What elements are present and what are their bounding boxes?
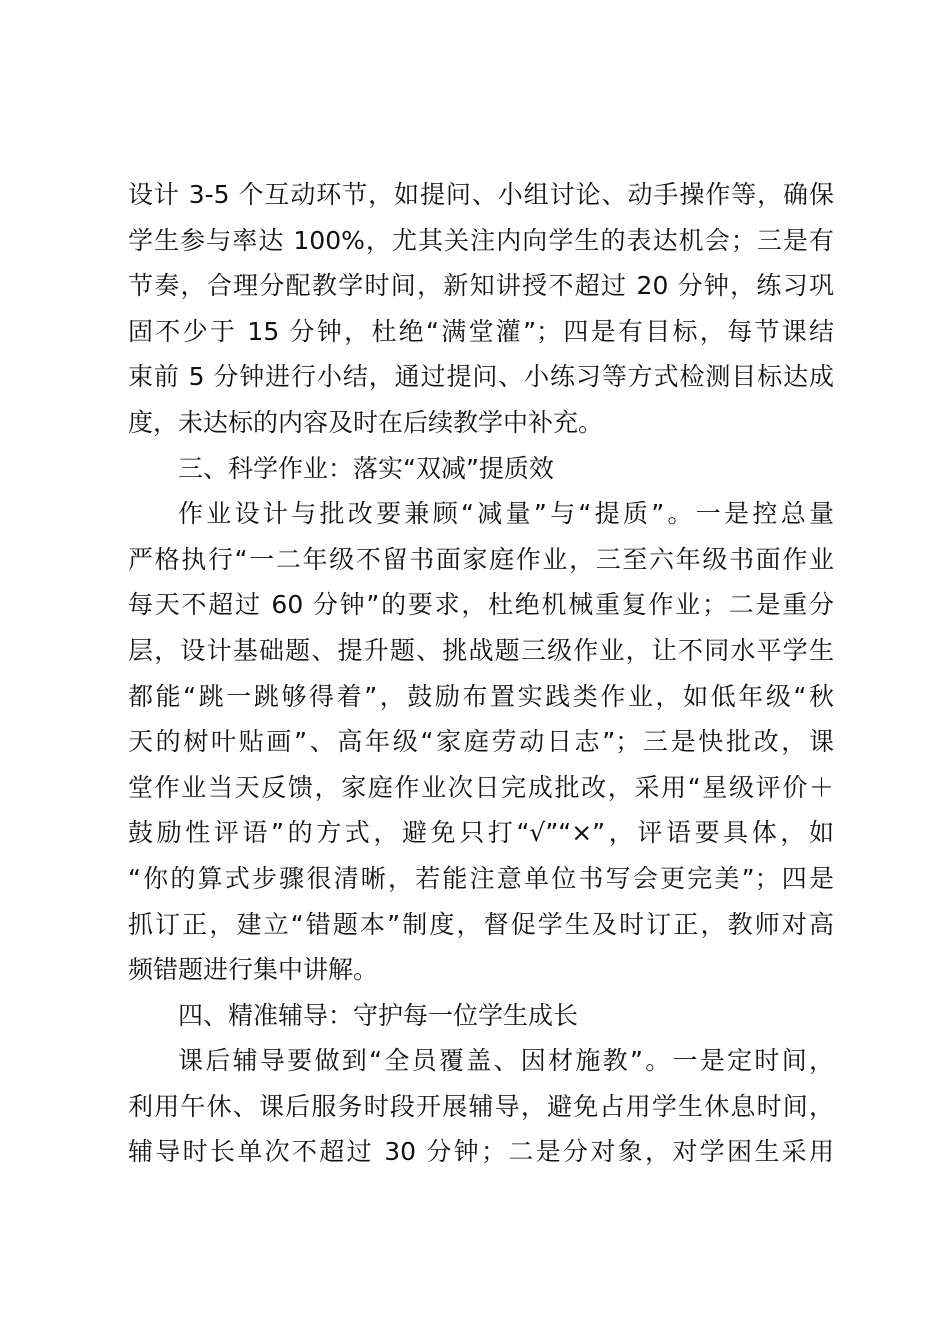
text-line: 频错题进行集中讲解。 — [128, 955, 379, 985]
text-line: 鼓励性评语”的方式，避免只打“√”“×”，评语要具体，如 — [128, 818, 834, 848]
text-line: 作业设计与批改要兼顾“减量”与“提质”。一是控总量 — [178, 499, 834, 529]
text-line: 严格执行“一二年级不留书面家庭作业，三至六年级书面作业 — [128, 544, 834, 574]
text-line: 度，未达标的内容及时在后续教学中补充。 — [128, 407, 604, 437]
text-line: 辅导时长单次不超过 30 分钟；二是分对象，对学困生采用 — [128, 1137, 834, 1167]
text-line: 都能“跳一跳够得着”，鼓励布置实践类作业，如低年级“秋 — [128, 681, 834, 711]
text-line: 堂作业当天反馈，家庭作业次日完成批改，采用“星级评价＋ — [128, 772, 834, 802]
text-line: 层，设计基础题、提升题、挑战题三级作业，让不同水平学生 — [128, 635, 834, 665]
text-line: 学生参与率达 100%，尤其关注内向学生的表达机会；三是有 — [128, 225, 834, 255]
text-line: 天的树叶贴画”、高年级“家庭劳动日志”；三是快批改，课 — [128, 727, 834, 757]
text-line: 利用午休、课后服务时段开展辅导，避免占用学生休息时间， — [128, 1091, 834, 1121]
text-line: 束前 5 分钟进行小结，通过提问、小练习等方式检测目标达成 — [128, 362, 834, 392]
text-line: 课后辅导要做到“全员覆盖、因材施教”。一是定时间， — [178, 1046, 834, 1076]
section-heading: 四、精准辅导：守护每一位学生成长 — [178, 1000, 579, 1030]
text-line: “你的算式步骤很清晰，若能注意单位书写会更完美”；四是 — [128, 863, 834, 893]
text-line: 固不少于 15 分钟，杜绝“满堂灌”；四是有目标，每节课结 — [128, 316, 834, 346]
text-line: 每天不超过 60 分钟”的要求，杜绝机械重复作业；二是重分 — [128, 590, 834, 620]
text-line: 节奏，合理分配教学时间，新知讲授不超过 20 分钟，练习巩 — [128, 271, 834, 301]
text-line: 设计 3-5 个互动环节，如提问、小组讨论、动手操作等，确保 — [128, 180, 834, 209]
text-line: 抓订正，建立“错题本”制度，督促学生及时订正，教师对高 — [128, 909, 834, 939]
section-heading: 三、科学作业：落实“双减”提质效 — [178, 453, 554, 483]
body-text — [128, 172, 834, 1175]
